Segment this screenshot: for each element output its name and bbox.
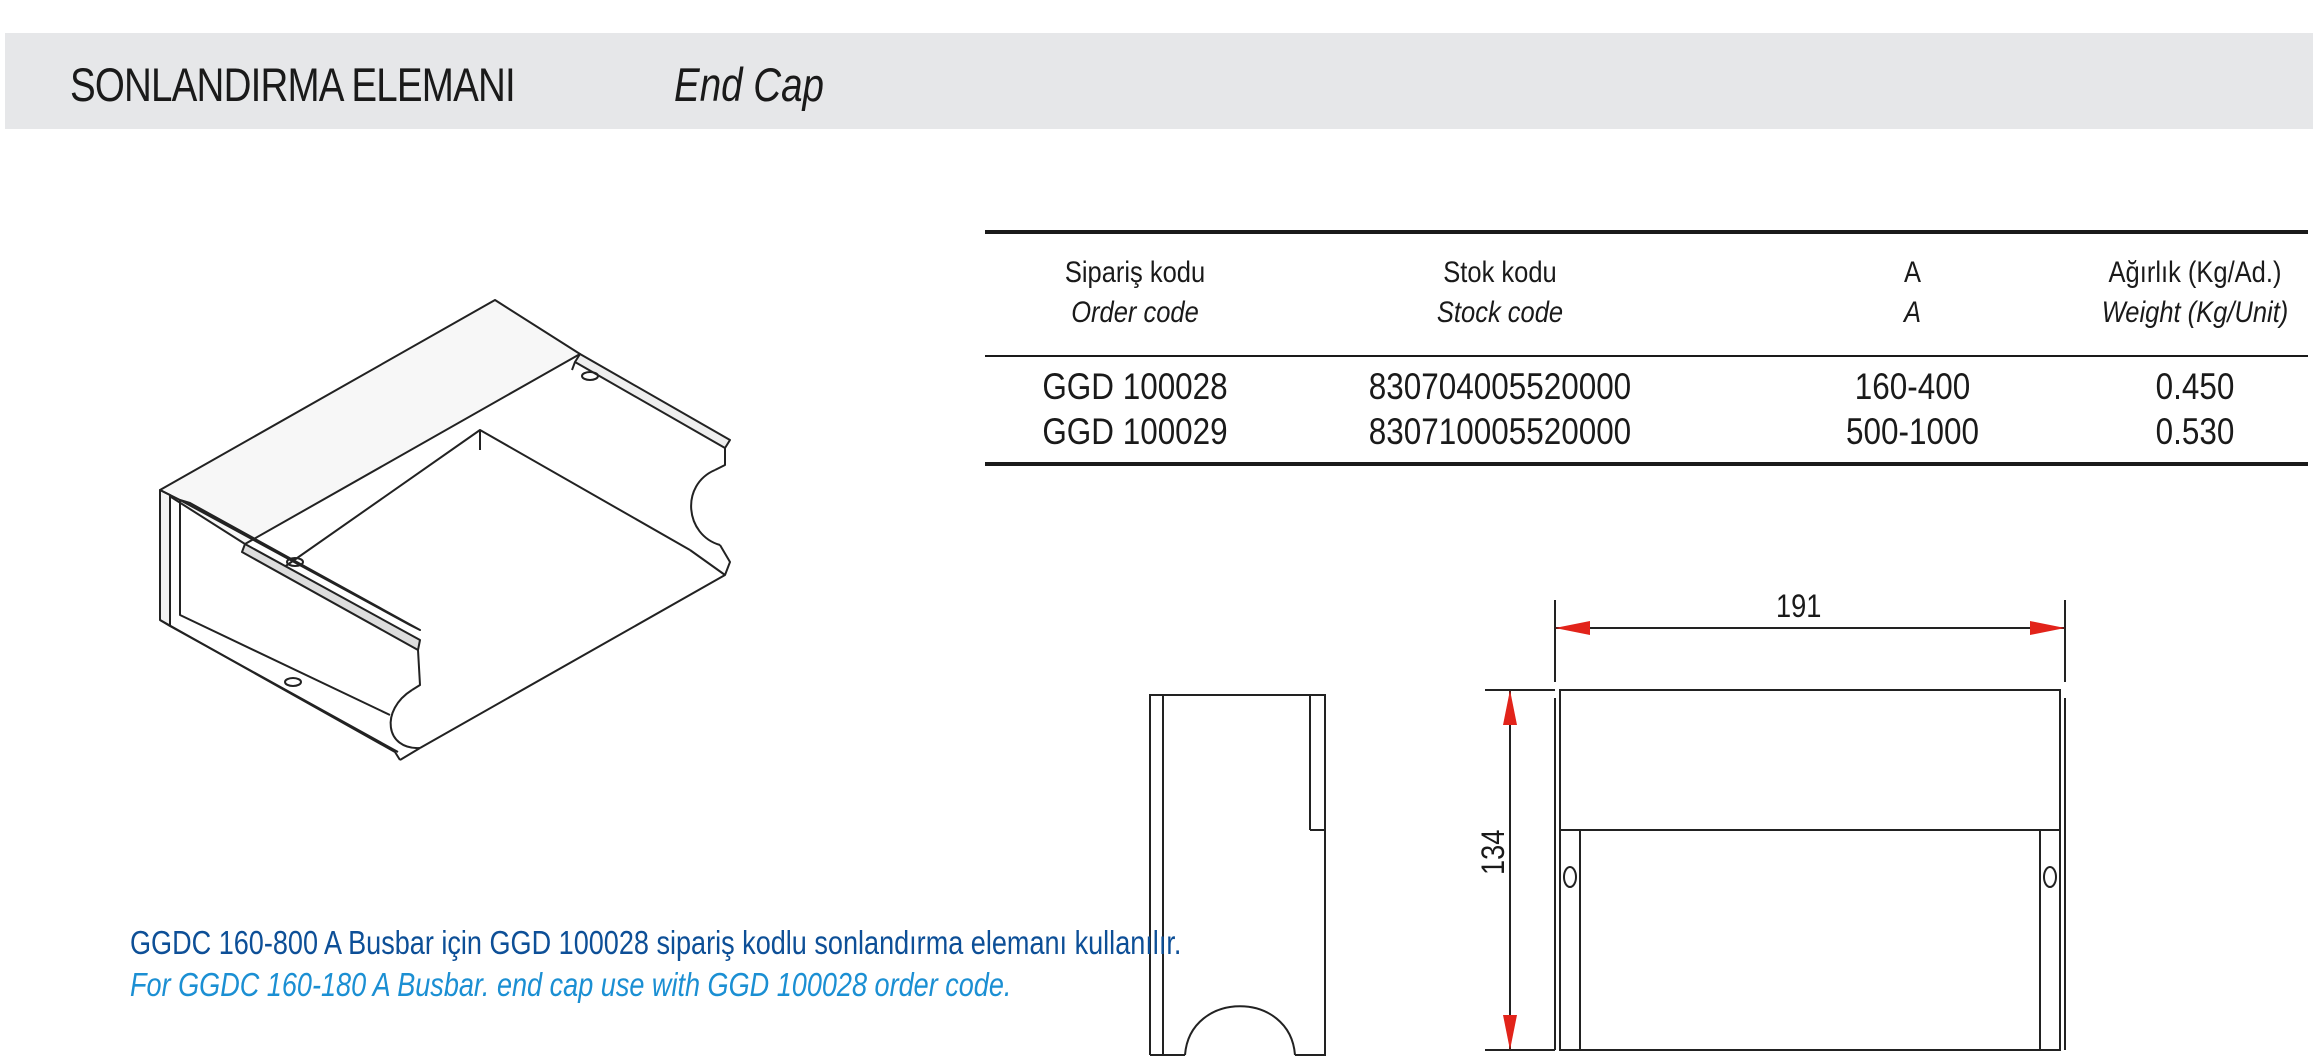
column-header-order-code: Sipariş kodu	[1064, 256, 1206, 289]
column-header-weight-en: Weight (Kg/Unit)	[2101, 296, 2289, 329]
usage-note-turkish: GGDC 160-800 A Busbar için GGD 100028 sipariş kodlu sonlandırma elemanı kullanılır.	[130, 924, 1182, 961]
column-header-a: A	[1903, 256, 1921, 289]
dimension-arrows	[1503, 621, 2065, 1050]
table-cell-weight: 0.450	[2155, 366, 2235, 407]
end-cap-front-view	[1460, 590, 2100, 1060]
dimension-height-label: 134	[1475, 829, 1511, 875]
column-header-stock-code: Stok kodu	[1443, 256, 1557, 289]
table-top-rule	[985, 230, 2308, 234]
table-cell-a: 160-400	[1854, 366, 1971, 407]
dimension-width-label: 191	[1776, 588, 1822, 624]
table-cell-stock-code: 830704005520000	[1368, 366, 1632, 407]
table-cell-order-code: GGD 100029	[1042, 411, 1228, 452]
usage-note-english: For GGDC 160-180 A Busbar. end cap use with GGD 100028 order code.	[130, 966, 1012, 1003]
table-bottom-rule	[985, 462, 2308, 466]
column-header-order-code-en: Order code	[1071, 296, 1199, 329]
end-cap-side-view	[1145, 690, 1335, 1060]
table-header-rule	[985, 355, 2308, 357]
column-header-a-en: A	[1903, 296, 1921, 329]
column-header-stock-code-en: Stock code	[1436, 296, 1564, 329]
table-cell-stock-code: 830710005520000	[1368, 411, 1632, 452]
table-cell-weight: 0.530	[2155, 411, 2235, 452]
end-cap-isometric-drawing	[150, 290, 750, 770]
table-cell-a: 500-1000	[1846, 411, 1979, 452]
page-title-english: End Cap	[674, 58, 824, 111]
table-cell-order-code: GGD 100028	[1042, 366, 1228, 407]
column-header-weight: Ağırlık (Kg/Ad.)	[2108, 256, 2282, 289]
page-title: SONLANDIRMA ELEMANI	[70, 58, 515, 111]
